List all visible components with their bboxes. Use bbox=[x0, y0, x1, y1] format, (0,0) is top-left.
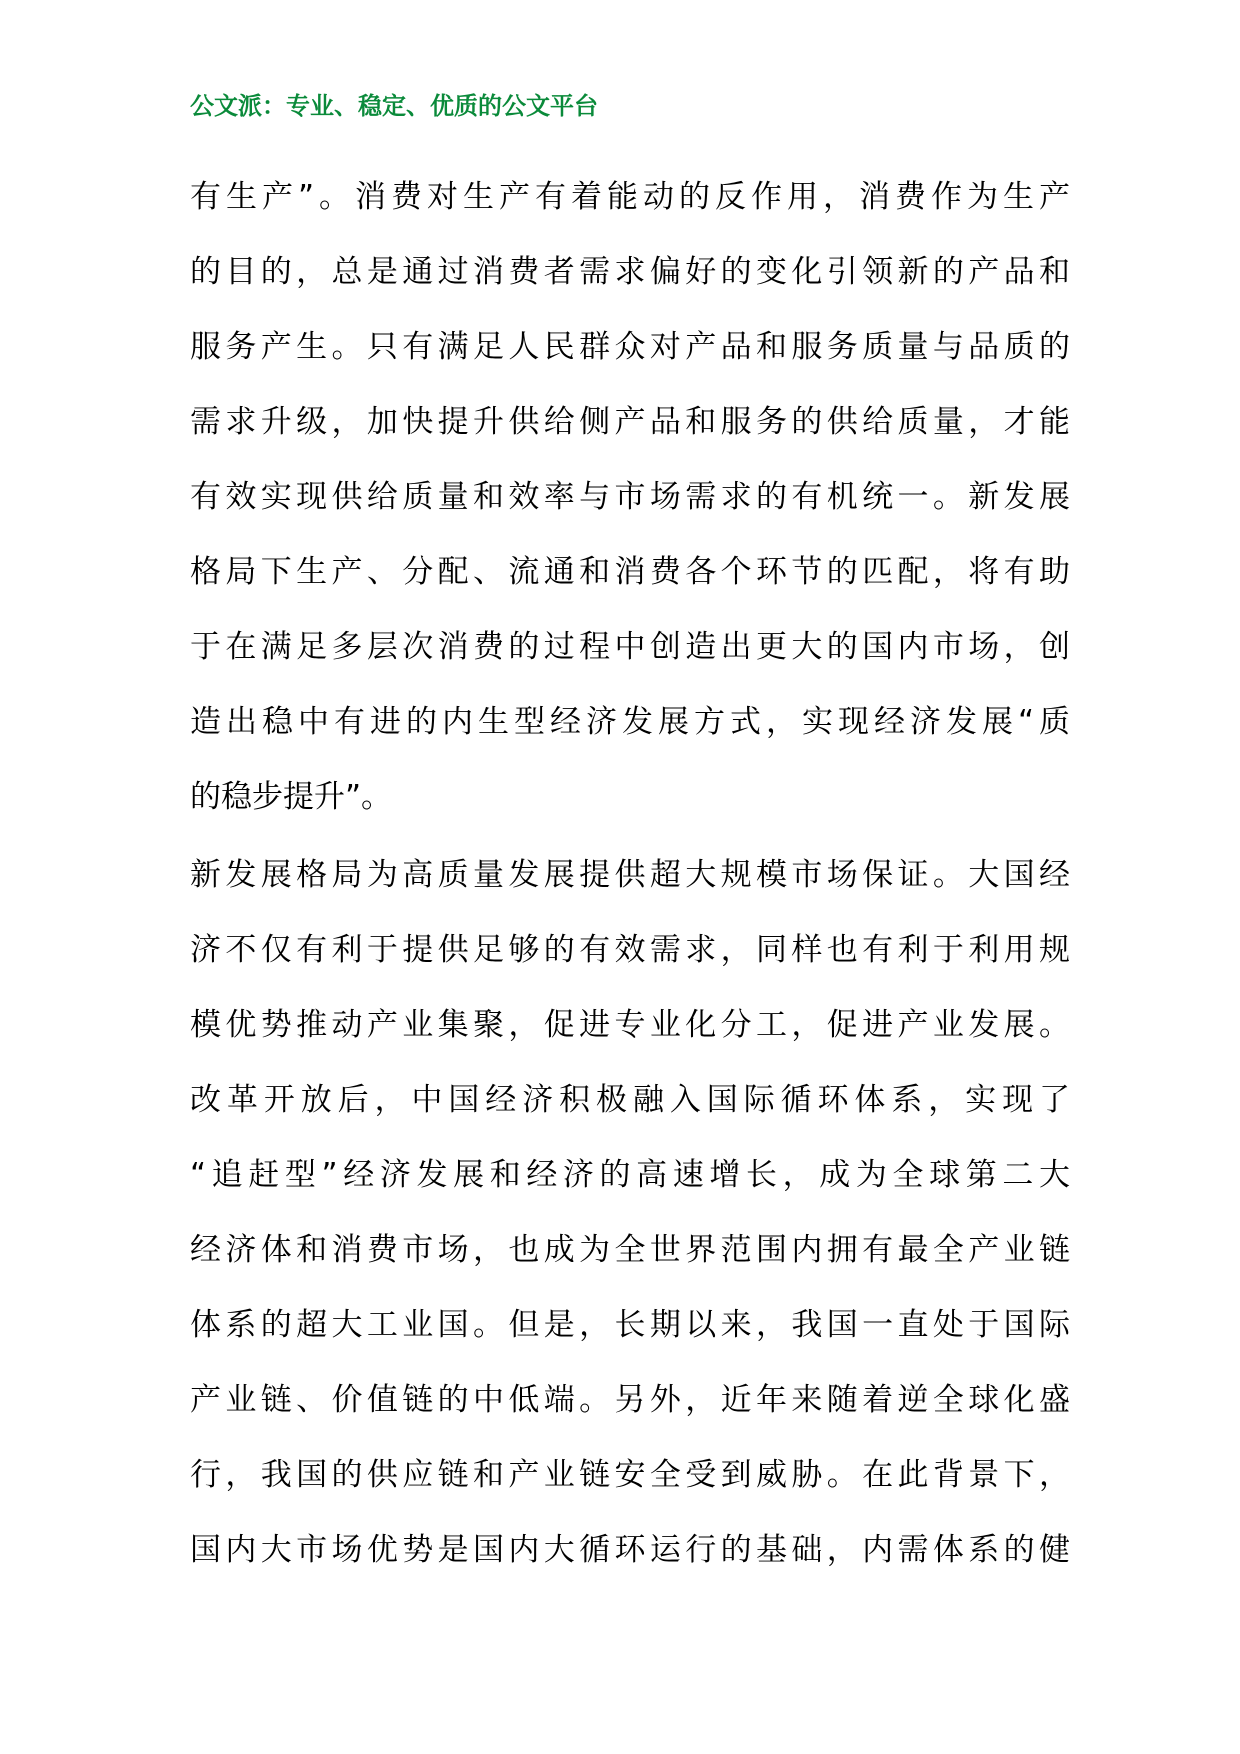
text-line: 造出稳中有进的内生型经济发展方式，实现经济发展“质 bbox=[190, 704, 1070, 740]
paragraph-2 bbox=[190, 838, 1070, 1588]
text-line: 改革开放后，中国经济积极融入国际循环体系，实现了 bbox=[190, 1082, 1070, 1118]
text-line: 的目的，总是通过消费者需求偏好的变化引领新的产品和 bbox=[190, 254, 1070, 290]
text-line: 济不仅有利于提供足够的有效需求，同样也有利于利用规 bbox=[190, 932, 1070, 968]
document-body bbox=[190, 160, 1070, 1591]
text-line: 经济体和消费市场，也成为全世界范围内拥有最全产业链 bbox=[190, 1232, 1070, 1268]
text-line: 模优势推动产业集聚，促进专业化分工，促进产业发展。 bbox=[190, 1007, 1070, 1043]
page-header-title: 公文派：专业、稳定、优质的公文平台 bbox=[190, 92, 598, 120]
text-line: 有生产”。消费对生产有着能动的反作用，消费作为生产 bbox=[190, 179, 1070, 215]
text-line: 国内大市场优势是国内大循环运行的基础，内需体系的健 bbox=[190, 1532, 1070, 1568]
text-line: 需求升级，加快提升供给侧产品和服务的供给质量，才能 bbox=[190, 404, 1070, 440]
text-line: 于在满足多层次消费的过程中创造出更大的国内市场，创 bbox=[190, 629, 1070, 665]
text-line: 体系的超大工业国。但是，长期以来，我国一直处于国际 bbox=[190, 1307, 1070, 1343]
text-line: 行，我国的供应链和产业链安全受到威胁。在此背景下， bbox=[190, 1457, 1070, 1493]
text-line: 服务产生。只有满足人民群众对产品和服务质量与品质的 bbox=[190, 329, 1070, 365]
text-line: “追赶型”经济发展和经济的高速增长，成为全球第二大 bbox=[190, 1157, 1070, 1193]
text-line: 格局下生产、分配、流通和消费各个环节的匹配，将有助 bbox=[190, 554, 1070, 590]
text-line: 有效实现供给质量和效率与市场需求的有机统一。新发展 bbox=[190, 479, 1070, 515]
text-line: 新发展格局为高质量发展提供超大规模市场保证。大国经 bbox=[190, 857, 1070, 893]
text-line: 的稳步提升”。 bbox=[190, 779, 393, 815]
paragraph-1 bbox=[190, 160, 1070, 835]
text-line: 产业链、价值链的中低端。另外，近年来随着逆全球化盛 bbox=[190, 1382, 1070, 1418]
